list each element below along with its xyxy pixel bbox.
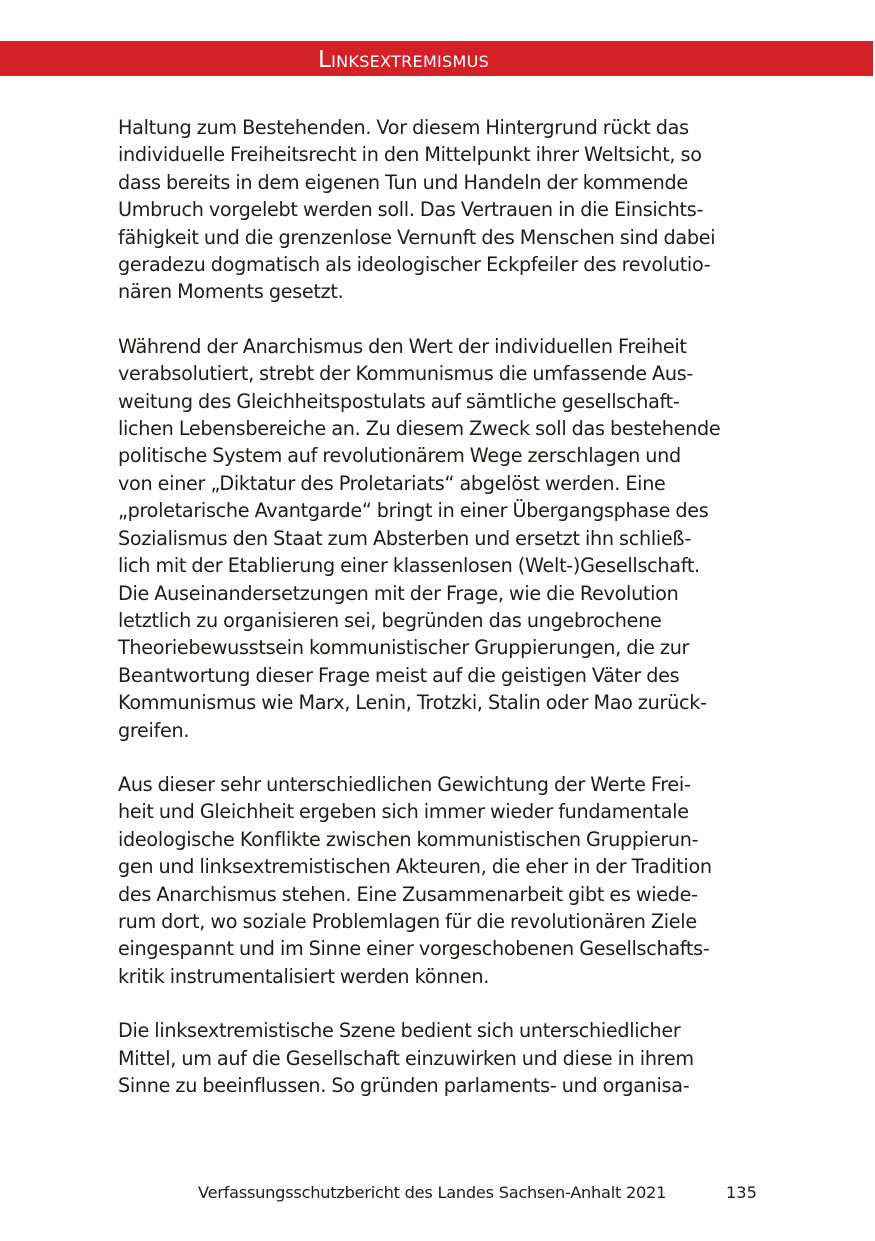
text-line: Umbruch vorgelebt werden soll. Das Vertrauen in die Einsichts- [118,198,704,222]
text-line: Sozialismus den Staat zum Absterben und ersetzt ihn schließ- [118,526,692,550]
page-number: 135 [726,1183,757,1202]
text-line: geradezu dogmatisch als ideologischer Eckpfeiler des revolutio- [118,253,711,277]
text-line: dass bereits in dem eigenen Tun und Handeln der kommende [118,170,688,194]
text-line: „proletarische Avantgarde“ bringt in einer Übergangsphase des [118,499,709,523]
text-line: Während der Anarchismus den Wert der individuellen Freiheit [118,334,687,358]
paragraph-1 [118,114,778,306]
text-line: kritik instrumentalisiert werden können. [118,964,490,988]
paragraph-4 [118,1017,778,1099]
footer-source: Verfassungsschutzbericht des Landes Sachsen-Anhalt 2021 [198,1183,667,1202]
text-line: nären Moments gesetzt. [118,280,344,304]
text-line: letztlich zu organisieren sei, begründen das ungebrochene [118,608,662,632]
text-line: Die Auseinandersetzungen mit der Frage, wie die Revolution [118,581,679,605]
text-line: individuelle Freiheitsrecht in den Mittelpunkt ihrer Weltsicht, so [118,143,702,167]
text-line: von einer „Diktatur des Proletariats“ abgelöst werden. Eine [118,471,666,495]
text-line: weitung des Gleichheitspostulats auf sämtliche gesellschaft- [118,389,680,413]
text-line: Die linksextremistische Szene bedient sich unterschiedlicher [118,1019,681,1043]
text-line: Sinne zu beeinflussen. So gründen parlaments- und organisa- [118,1074,690,1097]
text-line: politische System auf revolutionärem Wege zerschlagen und [118,444,681,468]
text-line: des Anarchismus stehen. Eine Zusammenarbeit gibt es wiede- [118,882,698,906]
paragraph-3 [118,771,778,990]
text-line: Mittel, um auf die Gesellschaft einzuwirken und diese in ihrem [118,1046,694,1070]
text-line: fähigkeit und die grenzenlose Vernunft des Menschen sind dabei [118,225,716,249]
text-line: greifen. [118,718,190,742]
text-line: Kommunismus wie Marx, Lenin, Trotzki, Stalin oder Mao zurück- [118,691,707,715]
text-line: rum dort, wo soziale Problemlagen für die revolutionären Ziele [118,909,697,933]
text-line: lichen Lebensbereiche an. Zu diesem Zweck soll das bestehende [118,417,721,441]
section-title: Linksextremismus [318,47,490,73]
text-line: eingespannt und im Sinne einer vorgeschobenen Gesellschafts- [118,937,710,961]
text-line: lich mit der Etablierung einer klassenlosen (Welt-)Gesellschaft. [118,554,700,578]
text-line: Haltung zum Bestehenden. Vor diesem Hintergrund rückt das [118,116,689,139]
text-line: Theoriebewusstsein kommunistischer Gruppierungen, die zur [118,636,690,660]
body-text [118,114,778,1099]
text-line: verabsolutiert, strebt der Kommunismus die umfassende Aus- [118,362,694,386]
text-line: gen und linksextremistischen Akteuren, die eher in der Tradition [118,855,712,879]
text-line: Aus dieser sehr unterschiedlichen Gewichtung der Werte Frei- [118,772,691,796]
paragraph-2 [118,333,778,744]
text-line: ideologische Konflikte zwischen kommunistischen Gruppierun- [118,827,699,851]
text-line: Beantwortung dieser Frage meist auf die geistigen Väter des [118,663,680,687]
text-line: heit und Gleichheit ergeben sich immer wieder fundamentale [118,800,689,824]
